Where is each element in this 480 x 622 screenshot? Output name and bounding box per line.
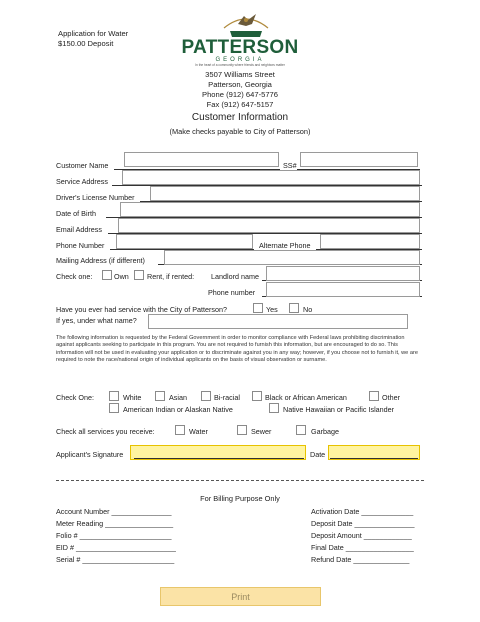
mailing-address-label: Mailing Address (if different) <box>56 256 145 265</box>
asian-label: Asian <box>169 393 187 402</box>
billing-heading: For Billing Purpose Only <box>200 494 280 503</box>
deposit-amount: Deposit Amount ____________ <box>311 531 412 540</box>
white-label: White <box>123 393 142 402</box>
application-title: Application for Water <box>58 29 129 38</box>
sewer-checkbox[interactable] <box>237 425 247 435</box>
prior-name-input[interactable] <box>148 314 408 329</box>
refund-date: Refund Date ______________ <box>311 555 410 564</box>
phone-label: Phone Number <box>56 241 105 250</box>
signature-underline <box>134 458 304 459</box>
page-subtitle: (Make checks payable to City of Patterson) <box>169 127 311 136</box>
email-input[interactable] <box>118 218 420 233</box>
water-label: Water <box>189 427 208 436</box>
service-address-input[interactable] <box>122 170 420 185</box>
customer-name-label: Customer Name <box>56 161 109 170</box>
hawaiian-label: Native Hawaiian or Pacific Islander <box>283 405 395 414</box>
dob-input[interactable] <box>120 202 420 217</box>
garbage-label: Garbage <box>311 427 339 436</box>
logo-name: PATTERSON <box>181 37 299 58</box>
deposit-amount: $150.00 Deposit <box>58 39 114 48</box>
final-date: Final Date _________________ <box>311 543 414 552</box>
asian-checkbox[interactable] <box>155 391 165 401</box>
rent-label: Rent, if rented: <box>147 272 195 281</box>
logo-tagline: In the heart of a community where friends and neighbors matter <box>195 63 285 67</box>
ss-input[interactable] <box>300 152 418 167</box>
own-label: Own <box>114 272 129 281</box>
water-checkbox[interactable] <box>175 425 185 435</box>
dob-label: Date of Birth <box>56 209 96 218</box>
alt-phone-input[interactable] <box>320 234 420 249</box>
meter-reading: Meter Reading _________________ <box>56 519 174 528</box>
black-checkbox[interactable] <box>252 391 262 401</box>
eid-number: EID # _________________________ <box>56 543 176 552</box>
other-label: Other <box>382 393 400 402</box>
phone-line: Phone (912) 647-5776 <box>202 90 278 99</box>
other-checkbox[interactable] <box>369 391 379 401</box>
drivers-license-label: Driver's License Number <box>56 193 135 202</box>
print-button[interactable]: Print <box>160 587 321 606</box>
folio-number: Folio # _______________________ <box>56 531 172 540</box>
black-label: Black or African American <box>265 393 347 402</box>
address-line-1: 3507 Williams Street <box>205 70 275 79</box>
page-title: Customer Information <box>191 112 289 123</box>
logo-subtitle: GEORGIA <box>215 57 265 63</box>
prior-service-label: Have you ever had service with the City of Patterson? <box>56 305 227 314</box>
landlord-name-input[interactable] <box>266 266 420 281</box>
address-line-2: Patterson, Georgia <box>208 80 272 89</box>
landlord-phone-input[interactable] <box>266 282 420 297</box>
deposit-date: Deposit Date _______________ <box>311 519 415 528</box>
prior-service-no-checkbox[interactable] <box>289 303 299 313</box>
ss-label: SS# <box>283 161 297 170</box>
date-label: Date <box>310 450 326 459</box>
activation-date: Activation Date _____________ <box>311 507 414 516</box>
biracial-label: Bi-racial <box>214 393 240 402</box>
landlord-name-label: Landlord name <box>211 272 259 281</box>
mailing-address-input[interactable] <box>164 250 420 265</box>
american-indian-checkbox[interactable] <box>109 403 119 413</box>
disclaimer-text: The following information is requested by the Federal Government in order to monitor compliance with Federal laws prohibiting discrimination against applicants seeking to participate in this program. You are not required to furnish this information, but are encouraged to do so. This information will not be used in evaluating your application or to discriminate against you in any way; however, if you choose not to furnish it, we are required to note the race/national origin of individual applicants on the basis of visual observation or surname. <box>56 335 418 364</box>
sewer-label: Sewer <box>251 427 272 436</box>
divider <box>56 480 424 481</box>
race-label: Check One: <box>56 393 94 402</box>
biracial-checkbox[interactable] <box>201 391 211 401</box>
american-indian-label: American Indian or Alaskan Native <box>123 405 233 414</box>
white-checkbox[interactable] <box>109 391 119 401</box>
own-checkbox[interactable] <box>102 270 112 280</box>
serial-number: Serial # _______________________ <box>56 555 175 564</box>
fax-line: Fax (912) 647-5157 <box>206 100 274 109</box>
drivers-license-input[interactable] <box>150 186 420 201</box>
services-label: Check all services you receive: <box>56 427 155 436</box>
hawaiian-checkbox[interactable] <box>269 403 279 413</box>
signature-label: Applicant's Signature <box>56 450 124 459</box>
email-label: Email Address <box>56 225 102 234</box>
landlord-phone-label: Phone number <box>208 288 256 297</box>
ownership-label: Check one: <box>56 272 93 281</box>
prior-service-no-label: No <box>303 305 313 314</box>
prior-service-yes-label: Yes <box>266 305 278 314</box>
rent-checkbox[interactable] <box>134 270 144 280</box>
customer-name-input[interactable] <box>124 152 279 167</box>
date-underline <box>330 458 418 459</box>
prior-name-label: If yes, under what name? <box>56 316 137 325</box>
alt-phone-label: Alternate Phone <box>259 241 311 250</box>
garbage-checkbox[interactable] <box>296 425 306 435</box>
phone-input[interactable] <box>116 234 253 249</box>
prior-service-yes-checkbox[interactable] <box>253 303 263 313</box>
service-address-label: Service Address <box>56 177 108 186</box>
account-number: Account Number _______________ <box>56 507 172 516</box>
